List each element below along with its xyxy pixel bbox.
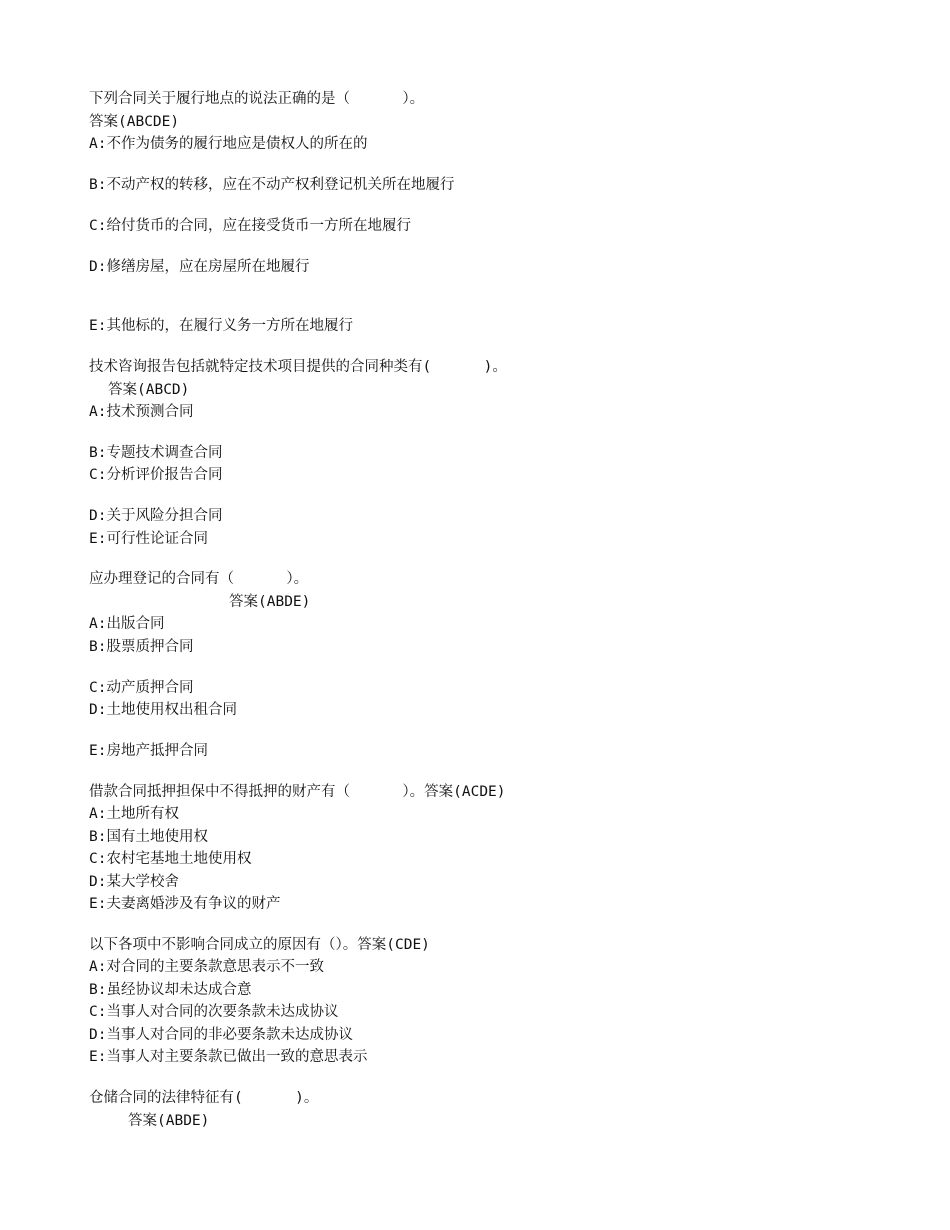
option-4a: A:土地所有权 (89, 806, 179, 822)
question-1: 下列合同关于履行地点的说法正确的是（ ）。 (89, 91, 425, 107)
option-5a: A:对合同的主要条款意思表示不一致 (89, 959, 324, 975)
option-2e: E:可行性论证合同 (89, 531, 208, 547)
question-4 (89, 781, 506, 803)
option-3b: B:股票质押合同 (89, 639, 194, 655)
option-4c: C:农村宅基地土地使用权 (89, 851, 252, 867)
option-1c: C:给付货币的合同，应在接受货币一方所在地履行 (89, 218, 411, 234)
option-2c: C:分析评价报告合同 (89, 467, 223, 483)
question-2: 技术咨询报告包括就特定技术项目提供的合同种类有( )。 (89, 359, 507, 375)
option-5e: E:当事人对主要条款已做出一致的意思表示 (89, 1049, 368, 1065)
option-5c: C:当事人对合同的次要条款未达成协议 (89, 1004, 339, 1020)
question-3: 应办理登记的合同有（ ）。 (89, 571, 309, 587)
option-5d: D:当事人对合同的非必要条款未达成协议 (89, 1027, 353, 1043)
question-5 (89, 934, 430, 956)
question-6: 仓储合同的法律特征有( )。 (89, 1090, 319, 1106)
answer-2: 答案(ABCD) (108, 382, 190, 398)
option-4e: E:夫妻离婚涉及有争议的财产 (89, 896, 281, 912)
option-1b: B:不动产权的转移，应在不动产权利登记机关所在地履行 (89, 177, 455, 193)
option-4b: B:国有土地使用权 (89, 829, 208, 845)
option-3d: D:土地使用权出租合同 (89, 702, 237, 718)
option-4d: D:某大学校舍 (89, 874, 179, 890)
answer-4: 答案(ACDE) (424, 784, 506, 800)
option-1a: A:不作为债务的履行地应是债权人的所在的 (89, 136, 368, 152)
question-5-text: 以下各项中不影响合同成立的原因有（）。 (89, 937, 358, 953)
option-3e: E:房地产抵押合同 (89, 743, 208, 759)
option-3c: C:动产质押合同 (89, 680, 194, 696)
option-1e: E:其他标的，在履行义务一方所在地履行 (89, 318, 353, 334)
option-2a: A:技术预测合同 (89, 404, 194, 420)
answer-1: 答案(ABCDE) (89, 114, 180, 130)
option-1d: D:修缮房屋，应在房屋所在地履行 (89, 259, 310, 275)
option-2d: D:关于风险分担合同 (89, 508, 223, 524)
option-2b: B:专题技术调查合同 (89, 445, 223, 461)
option-5b: B:虽经协议却未达成合意 (89, 982, 252, 998)
question-4-text: 借款合同抵押担保中不得抵押的财产有（ ）。 (89, 784, 425, 800)
answer-3: 答案(ABDE) (229, 594, 311, 610)
option-3a: A:出版合同 (89, 616, 165, 632)
answer-5: 答案(CDE) (357, 937, 430, 953)
answer-6: 答案(ABDE) (128, 1113, 210, 1129)
